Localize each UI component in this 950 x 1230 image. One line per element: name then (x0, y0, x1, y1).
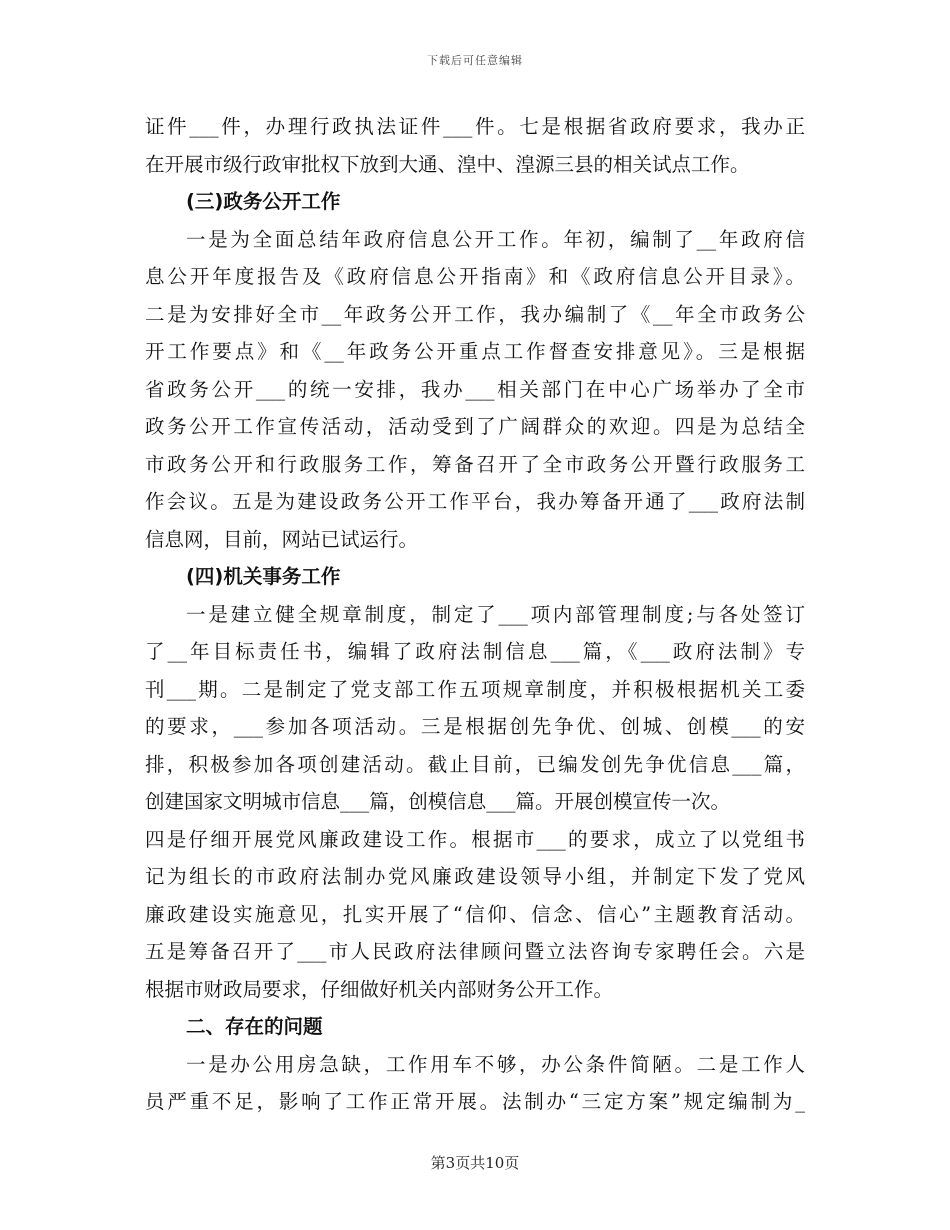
section-heading: 二、存在的问题 (186, 1015, 323, 1038)
header-note: 下载后可任意编辑 (427, 54, 523, 67)
paragraph-line: 四是仔细开展党风廉政建设工作。根据市___的要求，成立了以党组书 (145, 827, 805, 851)
paragraph-line: 创建国家文明城市信息___篇，创模信息___篇。开展创模宣传一次。 (145, 790, 731, 813)
paragraph-line: 息公开年度报告及《政府信息公开指南》和《政府信息公开目录》。 (145, 265, 805, 288)
page-number-footer: 第3页共10页 (430, 1154, 520, 1172)
paragraph-line: 政务公开工作宣传活动，活动受到了广阔群众的欢迎。四是为总结全 (145, 415, 805, 438)
paragraph-line: 在开展市级行政审批权下放到大通、湟中、湟源三县的相关试点工作。 (145, 152, 750, 176)
paragraph-line: 证件___件，办理行政执法证件___件。七是根据省政府要求，我办正 (145, 115, 805, 138)
paragraph-line: 员严重不足，影响了工作正常开展。法制办“三定方案”规定编制为_ (145, 1090, 805, 1113)
paragraph-line: 一是为全面总结年政府信息公开工作。年初，编制了__年政府信 (186, 227, 805, 251)
paragraph-line: 市政务公开和行政服务工作，筹备召开了全市政务公开暨行政服务工 (145, 452, 805, 476)
paragraph-line: 二是为安排好全市__年政务公开工作，我办编制了《__年全市政务公 (145, 302, 805, 326)
section-heading: (四)机关事务工作 (186, 565, 341, 588)
document-body (145, 108, 805, 1121)
section-heading: (三)政务公开工作 (186, 190, 341, 213)
paragraph-line: 省政务公开___的统一安排，我办___相关部门在中心广场举办了全市 (145, 377, 805, 401)
paragraph-line: 廉政建设实施意见，扎实开展了“信仰、信念、信心”主题教育活动。 (145, 902, 805, 926)
paragraph-line: 开工作要点》和《__年政务公开重点工作督查安排意见》。三是根据 (145, 340, 805, 363)
paragraph-line: 根据市财政局要求，仔细做好机关内部财务公开工作。 (145, 977, 614, 1001)
paragraph-line: 五是筹备召开了___市人民政府法律顾问暨立法咨询专家聘任会。六是 (145, 940, 805, 963)
paragraph-line: 一是建立健全规章制度，制定了___项内部管理制度;与各处签订 (186, 602, 805, 626)
paragraph-line: 信息网，目前，网站已试运行。 (145, 527, 419, 551)
paragraph-line: 一是办公用房急缺，工作用车不够，办公条件简陋。二是工作人 (186, 1052, 805, 1076)
paragraph-line: 作会议。五是为建设政务公开工作平台，我办筹备开通了___政府法制 (145, 490, 805, 513)
paragraph-line: 了__年目标责任书，编辑了政府法制信息___篇，《___政府法制》专 (145, 640, 805, 663)
paragraph-line: 的要求，___参加各项活动。三是根据创先争优、创城、创模___的安 (145, 715, 805, 738)
paragraph-line: 刊___期。二是制定了党支部工作五项规章制度，并积极根据机关工委 (145, 677, 805, 701)
paragraph-line: 排，积极参加各项创建活动。截止目前，已编发创先争优信息___篇， (145, 752, 805, 776)
paragraph-line: 记为组长的市政府法制办党风廉政建设领导小组，并制定下发了党风 (145, 865, 805, 888)
